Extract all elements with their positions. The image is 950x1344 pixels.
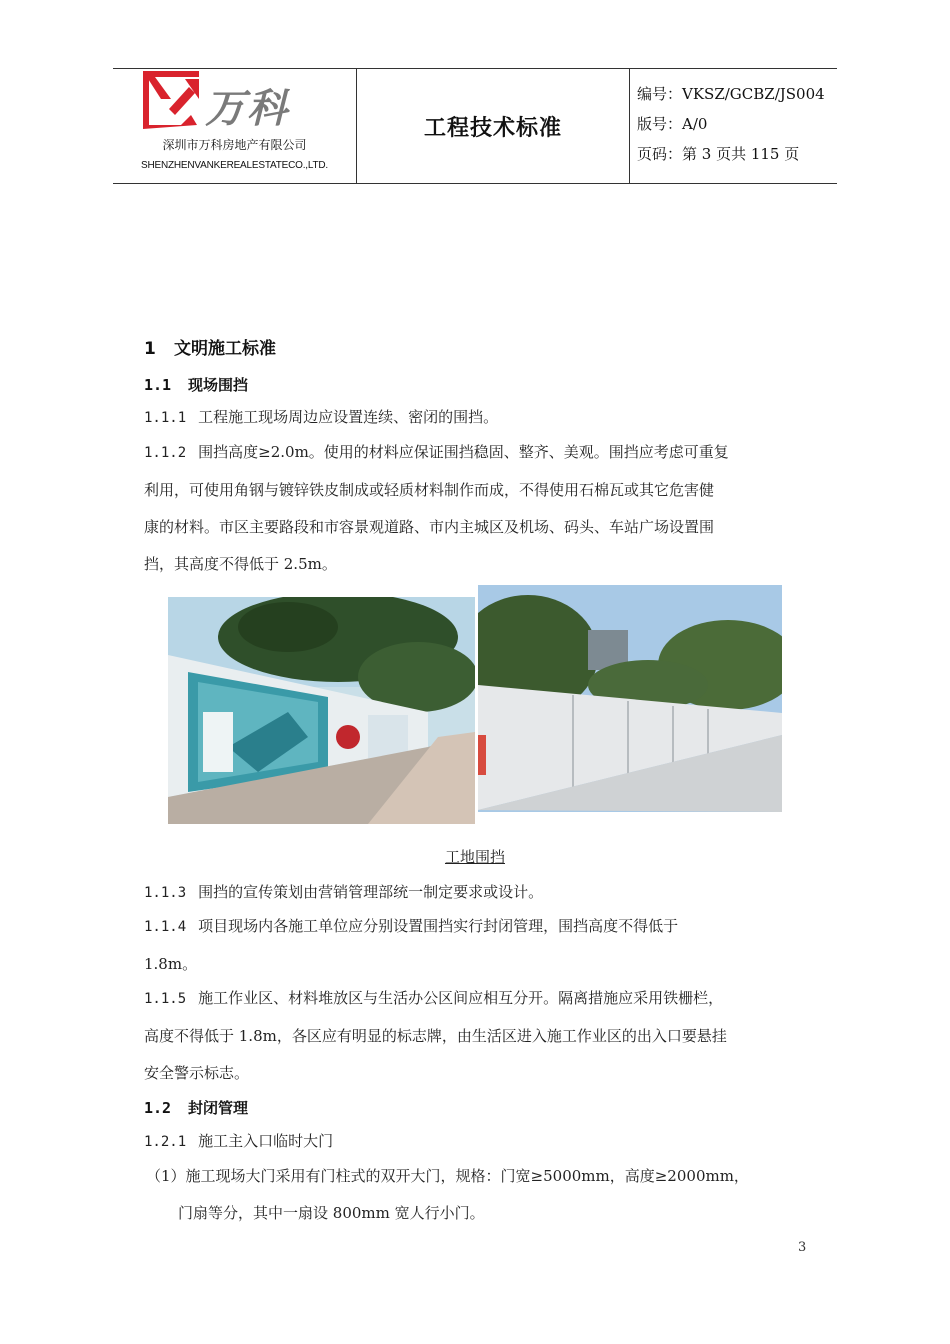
document-header bbox=[113, 68, 837, 184]
subsection-number: 1.1 bbox=[144, 376, 172, 394]
clause-number: 1.1.3 bbox=[144, 885, 187, 901]
clause-text: 工程施工现场周边应设置连续、密闭的围挡。 bbox=[198, 408, 499, 426]
paragraph-1-2-1 bbox=[144, 1123, 794, 1161]
clause-text: 利用，可使用角钢与镀锌铁皮制成或轻质材料制作而成，不得使用石棉瓦或其它危害健 bbox=[144, 481, 715, 499]
hoarding-photo-right bbox=[478, 585, 782, 812]
list-item-number: （1） bbox=[146, 1167, 186, 1185]
document-version: 版号：A/0 bbox=[637, 115, 708, 133]
subsection-heading bbox=[144, 1097, 248, 1118]
document-title: 工程技术标准 bbox=[423, 115, 562, 141]
document-code: 编号：VKSZ/GCBZ/JS004 bbox=[637, 85, 825, 103]
clause-number: 1.1.4 bbox=[144, 919, 187, 935]
clause-text: 围挡的宣传策划由营销管理部统一制定要求或设计。 bbox=[198, 883, 544, 901]
paragraph-1-1-4 bbox=[144, 908, 794, 983]
clause-text: 安全警示标志。 bbox=[144, 1064, 250, 1082]
paragraph-1-1-2 bbox=[144, 434, 794, 583]
section-number: 1 bbox=[144, 339, 156, 359]
clause-text: 围挡高度≥2.0m。使用的材料应保证围挡稳固、整齐、美观。围挡应考虑可重复 bbox=[198, 443, 729, 461]
paragraph-1-1-3 bbox=[144, 874, 794, 912]
company-name-en: SHENZHENVANKEREALESTATECO.,LTD. bbox=[141, 160, 328, 171]
clause-text: 高度不得低于 1.8m，各区应有明显的标志牌，由生活区进入施工作业区的出入口要悬挂 bbox=[144, 1027, 727, 1045]
section-heading bbox=[144, 334, 276, 359]
clause-number: 1.1.2 bbox=[144, 445, 187, 461]
header-logo-cell bbox=[113, 69, 357, 183]
list-item-1 bbox=[146, 1158, 806, 1232]
clause-number: 1.1.1 bbox=[144, 410, 187, 426]
header-meta bbox=[637, 79, 825, 169]
paragraph-1-1-5 bbox=[144, 980, 794, 1092]
subsection-title: 封闭管理 bbox=[188, 1099, 249, 1117]
clause-text: 挡，其高度不得低于 2.5m。 bbox=[144, 555, 337, 573]
document-page-info: 页码：第 3 页共 115 页 bbox=[637, 145, 800, 163]
page-number: 3 bbox=[798, 1240, 807, 1255]
paragraph-1-1-1 bbox=[144, 399, 794, 437]
section-title: 文明施工标准 bbox=[174, 339, 276, 359]
clause-text: 项目现场内各施工单位应分别设置围挡实行封闭管理，围挡高度不得低于 bbox=[198, 917, 679, 935]
clause-number: 1.2.1 bbox=[144, 1134, 187, 1150]
clause-text: 1.8m。 bbox=[144, 955, 198, 973]
subsection-heading bbox=[144, 374, 248, 395]
company-name-cn: 深圳市万科房地产有限公司 bbox=[162, 138, 307, 152]
clause-text: 施工作业区、材料堆放区与生活办公区间应相互分开。隔离措施应采用铁栅栏， bbox=[198, 989, 724, 1007]
subsection-number: 1.2 bbox=[144, 1099, 172, 1117]
logo-wordmark: 万科 bbox=[205, 86, 289, 132]
clause-text: 康的材料。市区主要路段和市容景观道路、市内主城区及机场、码头、车站广场设置围 bbox=[144, 518, 715, 536]
list-item-text: 施工现场大门采用有门柱式的双开大门，规格：门宽≥5000mm，高度≥2000mm， bbox=[185, 1167, 749, 1185]
vanke-logo-icon bbox=[141, 69, 201, 131]
figure-caption: 工地围挡 bbox=[444, 848, 505, 866]
hoarding-photo-left bbox=[168, 597, 475, 824]
header-title-cell bbox=[357, 69, 630, 183]
clause-number: 1.1.5 bbox=[144, 991, 187, 1007]
list-item-text: 门扇等分，其中一扇设 800mm 宽人行小门。 bbox=[178, 1204, 485, 1222]
clause-text: 施工主入口临时大门 bbox=[198, 1132, 334, 1150]
subsection-title: 现场围挡 bbox=[188, 376, 249, 394]
